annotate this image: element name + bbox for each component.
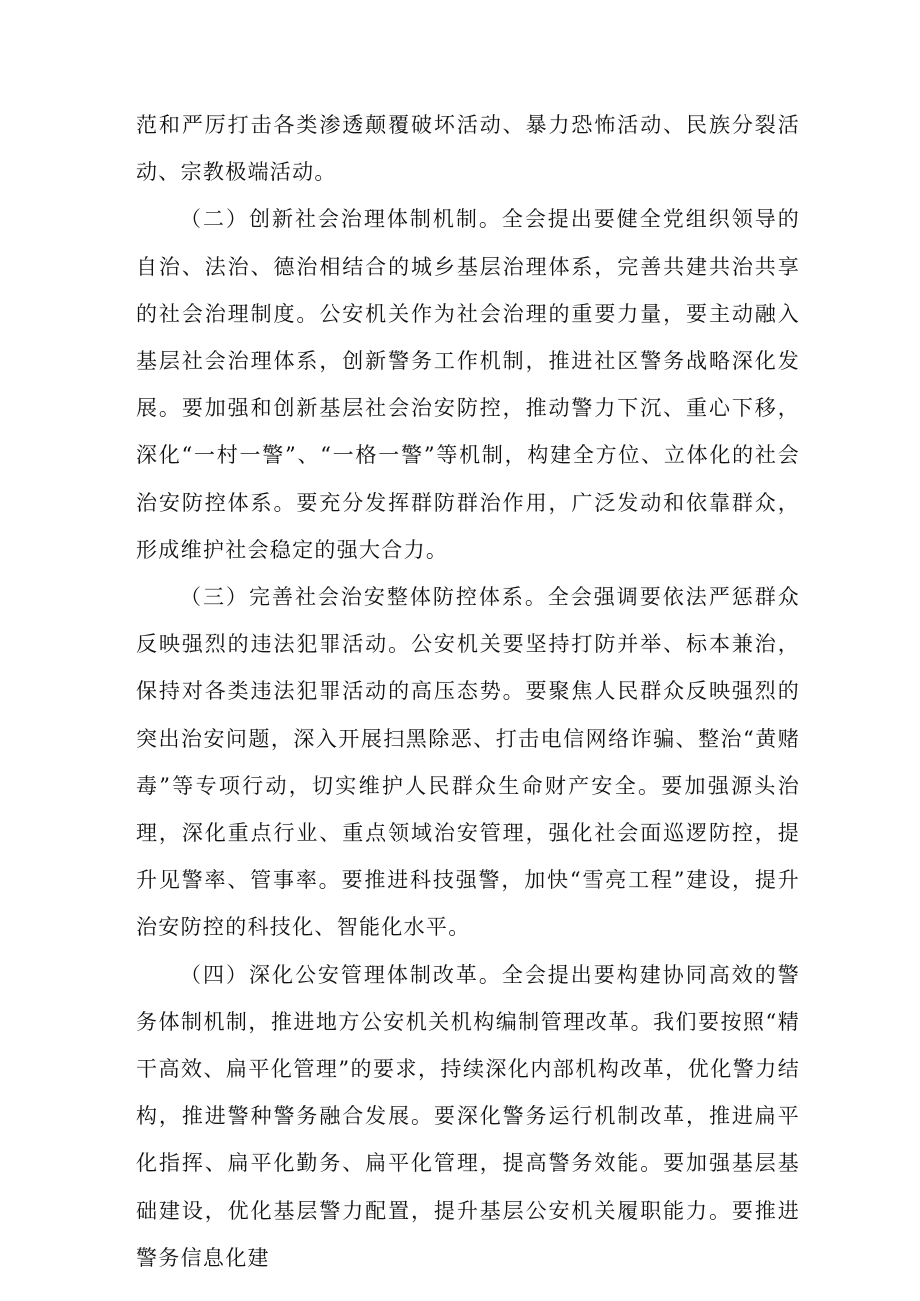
- paragraph-4: （四）深化公安管理体制改革。全会提出要构建协同高效的警务体制机制，推进地方公安机关机构编制管理改革。我们要按照“精干高效、扁平化管理”的要求，持续深化内部机构改革，优化警力结构，推进警种警务融合发展。要深化警务运行机制改革，推进扁平化指挥、扁平化勤务、扁平化管理，提高警务效能。要加强基层基础建设，优化基层警力配置，提升基层公安机关履职能力。要推进警务信息化建: [136, 962, 800, 1270]
- paragraph-2: （二）创新社会治理体制机制。全会提出要健全党组织领导的自治、法治、德治相结合的城乡基层治理体系，完善共建共治共享的社会治理制度。公安机关作为社会治理的重要力量，要主动融入基层社会治理体系，创新警务工作机制，推进社区警务战略深化发展。要加强和创新基层社会治安防控，推动警力下沉、重心下移，深化“一村一警”、“一格一警”等机制，构建全方位、立体化的社会治安防控体系。要充分发挥群防群治作用，广泛发动和依靠群众，形成维护社会稳定的强大合力。: [136, 207, 800, 562]
- paragraph-3: （三）完善社会治安整体防控体系。全会强调要依法严惩群众反映强烈的违法犯罪活动。公安机关要坚持打防并举、标本兼治，保持对各类违法犯罪活动的高压态势。要聚焦人民群众反映强烈的突出治安问题，深入开展扫黑除恶、打击电信网络诈骗、整治“黄赌毒”等专项行动，切实维护人民群众生命财产安全。要加强源头治理，深化重点行业、重点领域治安管理，强化社会面巡逻防控，提升见警率、管事率。要推进科技强警，加快“雪亮工程”建设，提升治安防控的科技化、智能化水平。: [136, 585, 800, 940]
- paragraph-1: 范和严厉打击各类渗透颠覆破坏活动、暴力恐怖活动、民族分裂活动、宗教极端活动。: [136, 113, 800, 185]
